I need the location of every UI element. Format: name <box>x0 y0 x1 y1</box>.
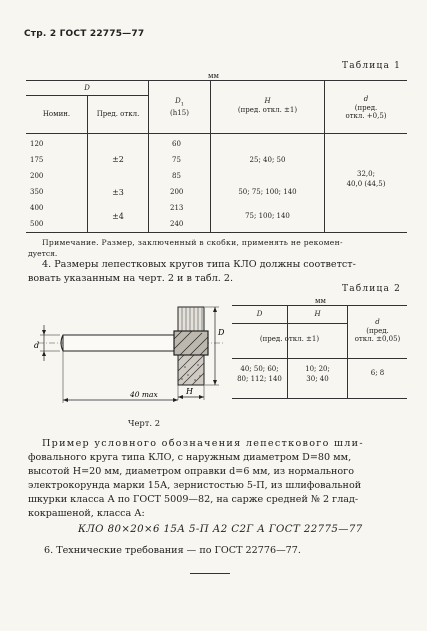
t1-d1-3: 85 <box>172 172 181 180</box>
t1-H-2: 50; 75; 100; 140 <box>238 188 297 196</box>
t1-d1-6: 240 <box>170 220 184 228</box>
t1-nom-2: 175 <box>30 156 44 164</box>
t1-nom-5: 400 <box>30 204 44 212</box>
t1-head-H-tol: (пред. откл. ±1) <box>237 106 298 114</box>
t2-D-1: 40; 50; 60; <box>240 365 279 373</box>
t1-head-d-tol1: (пред. <box>354 103 378 112</box>
t2-D-2: 80; 112; 140 <box>237 375 282 383</box>
t1-head-D1-tol: (h15) <box>170 109 189 118</box>
t1-head-nom: Номин. <box>42 110 71 118</box>
note-line1: Примечание. Размер, заключенный в скобки, применять не рекомен- <box>42 238 343 247</box>
t1-tol-2: ±3 <box>112 188 124 197</box>
t1-nom-1: 120 <box>30 140 44 148</box>
t1-H-3: 75; 100; 140 <box>245 212 290 220</box>
clause6: 6. Технические требования — по ГОСТ 22776—77. <box>44 545 301 556</box>
t2-H-1: 10; 20; <box>305 365 330 373</box>
t2-H-2: 30; 40 <box>306 375 329 383</box>
t1-tol-1: ±2 <box>112 155 124 164</box>
table2-unit: мм <box>315 297 326 305</box>
dim-H-label: H <box>186 387 193 396</box>
dim-D-label: D <box>218 328 225 337</box>
example-line2: фовального круга типа КЛО, с наружным диаметром D=80 мм, <box>28 452 352 463</box>
t1-head-H-sym: H <box>264 97 271 105</box>
t1-d-2: 40,0 (44,5) <box>346 180 386 188</box>
example-line1: Пример условного обозначения лепесткового шли- <box>42 438 364 449</box>
t1-d1-1: 60 <box>172 140 181 148</box>
example-line5: шкурки класса А по ГОСТ 5009—82, на саржe средней № 2 глад- <box>28 494 359 505</box>
t1-head-H <box>211 97 324 115</box>
t2-head-d <box>348 318 407 344</box>
t1-nom-4: 350 <box>30 188 44 196</box>
t2-head-d-sym: d <box>375 318 380 326</box>
t1-d1-5: 213 <box>170 204 184 212</box>
t1-head-D1-sub: 1 <box>180 101 184 108</box>
wheel-drawing <box>30 285 230 420</box>
example-line4: электрокорунда марки 15А, зернистостью 5-П, из шлифовальной <box>28 480 362 491</box>
t1-head-d <box>325 95 407 121</box>
table1-unit: мм <box>208 72 219 80</box>
t2-head-d-tol1: (пред. <box>366 326 389 335</box>
t2-head-D: D <box>256 310 263 318</box>
table2-caption: Таблица 2 <box>342 284 402 294</box>
t2-d: 6; 8 <box>370 369 385 377</box>
clause4-line1: 4. Размеры лепестковых кругов типа КЛО должны соответст- <box>42 259 356 270</box>
t1-d-1: 32,0; <box>357 170 375 178</box>
designation-example: КЛО 80×20×6 15А 5-П А2 С2Г А ГОСТ 22775—77 <box>78 524 363 535</box>
t1-head-tol: Пред. откл. <box>96 110 140 118</box>
footer-rule <box>190 573 230 574</box>
t2-head-H: H <box>314 310 321 318</box>
drawing-caption: Черт. 2 <box>128 418 161 428</box>
t2-head-d-tol2: откл. ±0,05) <box>354 335 401 343</box>
t1-d1-4: 200 <box>170 188 184 196</box>
t1-head-D: D <box>84 84 90 92</box>
note-line2: дуется. <box>28 249 58 258</box>
example-line6: кокрашеной, класса А: <box>28 508 145 519</box>
t1-H-1: 25; 40; 50 <box>249 156 286 164</box>
table1-caption: Таблица 1 <box>342 61 402 71</box>
t1-head-d-tol2: откл. +0,5) <box>345 112 387 120</box>
t1-tol-3: ±4 <box>112 212 124 221</box>
page-header: Стр. 2 ГОСТ 22775—77 <box>24 29 145 39</box>
t1-head-d-sym: d <box>363 95 369 103</box>
t1-d1-2: 75 <box>172 156 181 164</box>
t1-nom-3: 200 <box>30 172 44 180</box>
t1-nom-6: 500 <box>30 220 44 228</box>
t2-head-tol: (пред. откл. ±1) <box>259 335 320 343</box>
t1-head-D1 <box>149 97 210 118</box>
t1-head-D1-sym: D <box>175 97 181 105</box>
dim-40-label: 40 max <box>130 390 158 399</box>
dim-d-label: d <box>34 341 40 350</box>
clause4-line2: вовать указанным на черт. 2 и в табл. 2. <box>28 273 234 284</box>
example-line3: высотой H=20 мм, диаметром оправки d=6 мм, из нормального <box>28 466 354 477</box>
